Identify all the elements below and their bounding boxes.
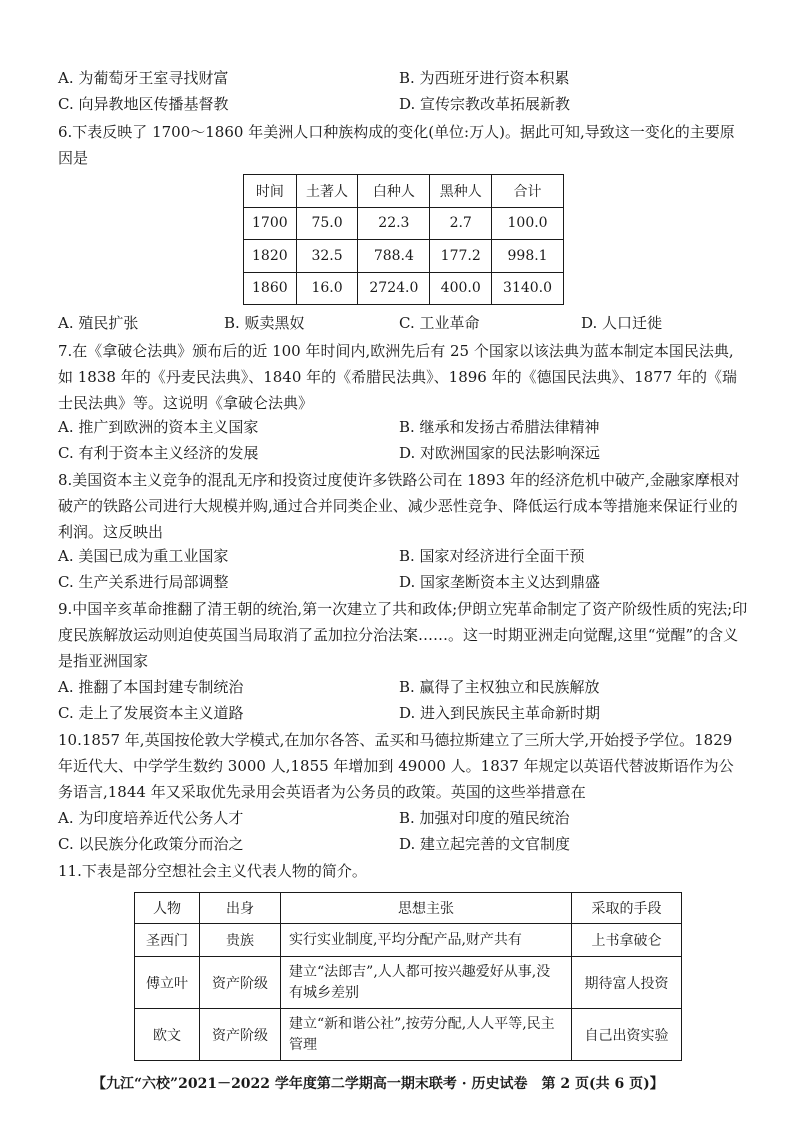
q7-option-a: A. 推广到欧洲的资本主义国家 [58, 418, 259, 436]
q5-options-row-1 [58, 68, 748, 88]
q5-option-b: B. 为西班牙进行资本积累 [399, 69, 570, 87]
table-cell: 400.0 [430, 272, 492, 305]
table-cell: 自己出资实验 [572, 1009, 682, 1061]
q6-stem: 6.下表反映了 1700～1860 年美洲人口种族构成的变化(单位:万人)。据此可知,导致这一变化的主要原因是 [58, 123, 735, 167]
table-cell: 998.1 [492, 240, 564, 273]
q8-stem: 8.美国资本主义竞争的混乱无序和投资过度使许多铁路公司在 1893 年的经济危机中破产,金融家摩根对破产的铁路公司进行大规模并购,通过合并同类企业、减少恶性竞争、降低运行成本等措施来保证行业的利润。这反映出 [58, 471, 740, 541]
table-cell: 100.0 [492, 207, 564, 240]
table-header-cell: 白种人 [358, 175, 430, 208]
table-header-row [244, 175, 564, 208]
population-table [243, 174, 564, 305]
q7-options-row-2 [58, 443, 748, 463]
table-cell: 1820 [244, 240, 297, 273]
q9-option-c: C. 走上了发展资本主义道路 [58, 704, 244, 722]
table-cell: 建立“新和谐公社”,按劳分配,人人平等,民主管理 [281, 1009, 572, 1061]
page-footer: 【九江“六校”2021－2022 学年度第二学期高一期末联考 · 历史试卷 第 2 页(共 6 页)】 [92, 1076, 664, 1092]
table-cell: 2724.0 [358, 272, 430, 305]
q9-option-d: D. 进入到民族民主革命新时期 [399, 704, 601, 722]
q6-option-b: B. 贩卖黑奴 [224, 314, 305, 332]
q5-option-c: C. 向异教地区传播基督教 [58, 95, 229, 113]
table-header-cell: 人物 [135, 893, 200, 924]
q8-options-row-2 [58, 572, 748, 592]
table-header-cell: 合计 [492, 175, 564, 208]
table-cell: 1700 [244, 207, 297, 240]
q8-options-row-1 [58, 546, 748, 566]
q7-option-c: C. 有利于资本主义经济的发展 [58, 444, 259, 462]
q6-option-d: D. 人口迁徙 [581, 314, 663, 332]
table-cell: 22.3 [358, 207, 430, 240]
table-cell: 傅立叶 [135, 957, 200, 1009]
table-cell: 资产阶级 [200, 1009, 281, 1061]
table-header-cell: 土著人 [296, 175, 358, 208]
q6-option-c: C. 工业革命 [399, 314, 480, 332]
q10-options-row-2 [58, 834, 748, 854]
q8-option-a: A. 美国已成为重工业国家 [58, 547, 229, 565]
q10-option-a: A. 为印度培养近代公务人才 [58, 809, 244, 827]
q7-option-b: B. 继承和发扬古希腊法律精神 [399, 418, 600, 436]
q9-stem: 9.中国辛亥革命推翻了清王朝的统治,第一次建立了共和政体;伊朗立宪革命制定了资产阶级性质的宪法;印度民族解放运动则迫使英国当局取消了孟加拉分治法案……。这一时期亚洲走向觉醒,这里“觉醒”的含义是指亚洲国家 [58, 600, 748, 670]
table-cell: 1860 [244, 272, 297, 305]
q6-option-a: A. 殖民扩张 [58, 314, 139, 332]
q9-options-row-2 [58, 703, 748, 723]
table-header-cell: 思想主张 [281, 893, 572, 924]
table-cell: 788.4 [358, 240, 430, 273]
q8-option-c: C. 生产关系进行局部调整 [58, 573, 229, 591]
table-cell: 欧文 [135, 1009, 200, 1061]
table-header-row [135, 893, 682, 924]
table-cell: 177.2 [430, 240, 492, 273]
utopian-socialists-table [134, 892, 682, 1061]
q10-option-b: B. 加强对印度的殖民统治 [399, 809, 570, 827]
table-row [244, 272, 564, 305]
q7-stem: 7.在《拿破仑法典》颁布后的近 100 年时间内,欧洲先后有 25 个国家以该法典为蓝本制定本国民法典,如 1838 年的《丹麦民法典》、1840 年的《希腊民法典》、1896 年的《德国民法典》、1877 年的《瑞士民法典》等。这说明《拿破仑法典》 [58, 342, 738, 412]
q10-stem: 10.1857 年,英国按伦敦大学模式,在加尔各答、孟买和马德拉斯建立了三所大学,开始授予学位。1829 年近代大、中学学生数约 3000 人,1855 年增加到 49000 人。1837 年规定以英语代替波斯语作为公务语言,1844 年又采取优先录用会英语者为公务员的政策。英国的这些举措意在 [58, 731, 734, 801]
table-header-cell: 采取的手段 [572, 893, 682, 924]
table-row [135, 957, 682, 1009]
q6-options-row [58, 313, 748, 333]
q5-options-row-2 [58, 94, 748, 114]
table-cell: 32.5 [296, 240, 358, 273]
q10-options-row-1 [58, 808, 748, 828]
table-cell: 建立“法郎吉”,人人都可按兴趣爱好从事,没有城乡差别 [281, 957, 572, 1009]
q7-options-row-1 [58, 417, 748, 437]
table-cell: 实行实业制度,平均分配产品,财产共有 [281, 924, 572, 957]
q9-options-row-1 [58, 677, 748, 697]
table-cell: 资产阶级 [200, 957, 281, 1009]
table-row [244, 240, 564, 273]
q7-option-d: D. 对欧洲国家的民法影响深远 [399, 444, 601, 462]
table-cell: 贵族 [200, 924, 281, 957]
table-cell: 上书拿破仑 [572, 924, 682, 957]
table-cell: 期待富人投资 [572, 957, 682, 1009]
table-row [135, 924, 682, 957]
q10-option-d: D. 建立起完善的文官制度 [399, 835, 571, 853]
q9-option-b: B. 赢得了主权独立和民族解放 [399, 678, 600, 696]
table-header-cell: 黑种人 [430, 175, 492, 208]
table-cell: 75.0 [296, 207, 358, 240]
q5-option-d: D. 宣传宗教改革拓展新教 [399, 95, 571, 113]
table-row [244, 207, 564, 240]
q8-option-d: D. 国家垄断资本主义达到鼎盛 [399, 573, 601, 591]
table-row [135, 1009, 682, 1061]
q9-option-a: A. 推翻了本国封建专制统治 [58, 678, 244, 696]
q11-stem: 11.下表是部分空想社会主义代表人物的简介。 [58, 862, 367, 880]
table-header-cell: 出身 [200, 893, 281, 924]
table-cell: 圣西门 [135, 924, 200, 957]
table-cell: 2.7 [430, 207, 492, 240]
table-cell: 3140.0 [492, 272, 564, 305]
q5-option-a: A. 为葡萄牙王室寻找财富 [58, 69, 229, 87]
table-header-cell: 时间 [244, 175, 297, 208]
table-cell: 16.0 [296, 272, 358, 305]
q8-option-b: B. 国家对经济进行全面干预 [399, 547, 585, 565]
q10-option-c: C. 以民族分化政策分而治之 [58, 835, 244, 853]
